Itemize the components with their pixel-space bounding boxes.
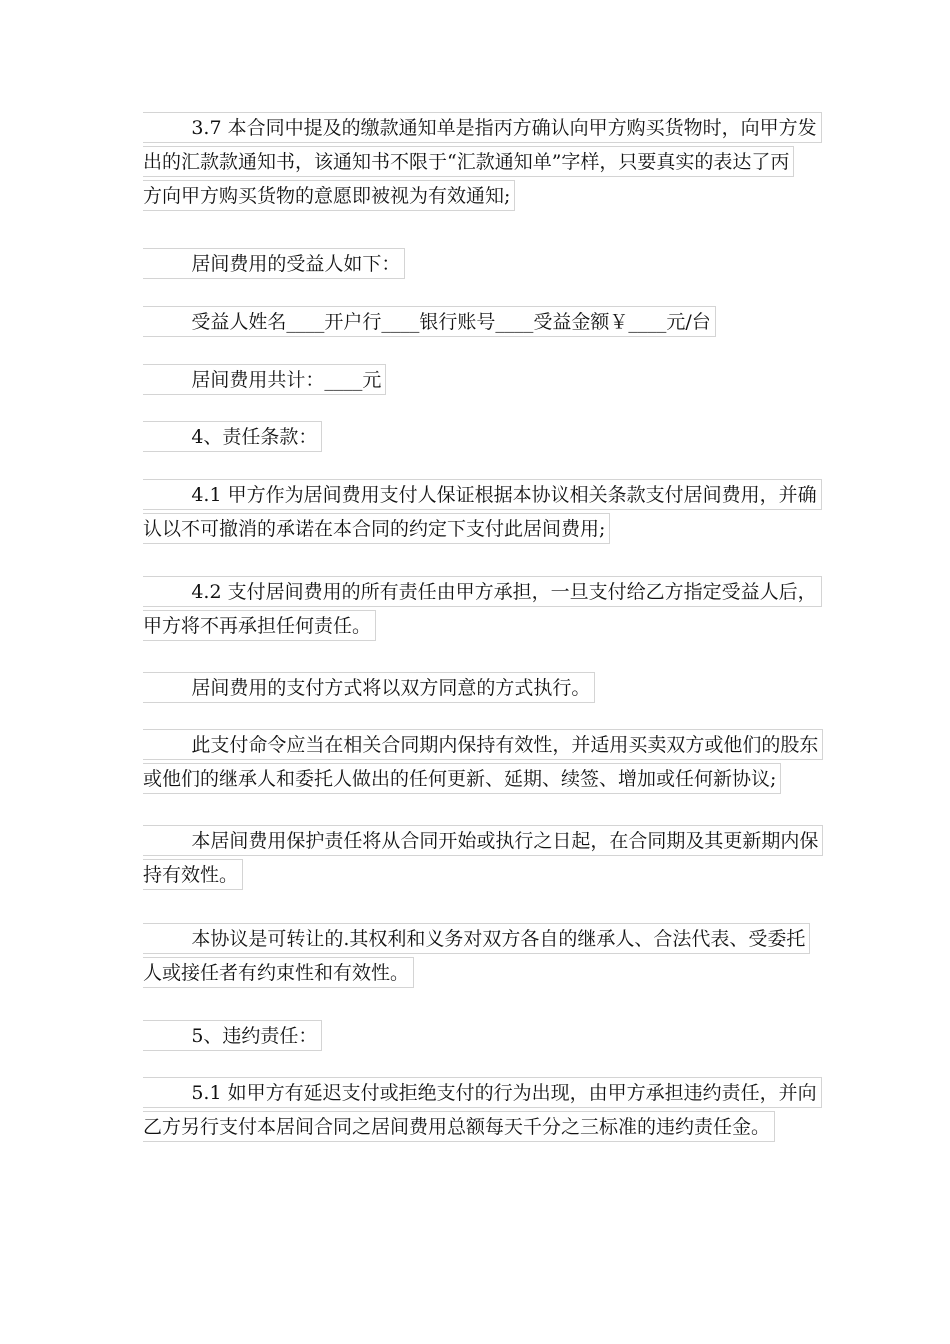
clause-5-1 — [143, 1076, 822, 1144]
text-line: 本居间费用保护责任将从合同开始或执行之日起，在合同期及其更新期内保 — [143, 825, 823, 856]
text-line: 或他们的继承人和委托人做出的任何更新、延期、续签、增加或任何新协议; — [143, 763, 781, 794]
text-line: 出的汇款款通知书，该通知书不限于“汇款通知单”字样，只要真实的表达了丙 — [143, 146, 794, 177]
text-line: 5、违约责任： — [143, 1020, 322, 1051]
text-line: 居间费用的支付方式将以双方同意的方式执行。 — [143, 672, 595, 703]
text-line: 4.2 支付居间费用的所有责任由甲方承担，一旦支付给乙方指定受益人后， — [143, 576, 822, 607]
text-line: 此支付命令应当在相关合同期内保持有效性，并适用买卖双方或他们的股东 — [143, 729, 823, 760]
protection-clause — [143, 824, 823, 892]
text-line: 居间费用的受益人如下： — [143, 248, 405, 279]
text-line: 4.1 甲方作为居间费用支付人保证根据本协议相关条款支付居间费用，并确 — [143, 479, 822, 510]
text-line: 5.1 如甲方有延迟支付或拒绝支付的行为出现，由甲方承担违约责任，并向 — [143, 1077, 822, 1108]
payment-method — [143, 671, 595, 705]
beneficiary-fields — [143, 305, 716, 339]
payment-order — [143, 728, 823, 796]
text-line: 3.7 本合同中提及的缴款通知单是指丙方确认向甲方购买货物时，向甲方发 — [143, 112, 822, 143]
text-line: 甲方将不再承担任何责任。 — [143, 610, 376, 641]
clause-3-7 — [143, 111, 822, 213]
section-4-heading — [143, 420, 322, 454]
text-line: 乙方另行支付本居间合同之居间费用总额每天千分之三标准的违约责任金。 — [143, 1111, 775, 1142]
text-line: 本协议是可转让的.其权利和义务对双方各自的继承人、合法代表、受委托 — [143, 923, 810, 954]
total-fee — [143, 363, 386, 397]
beneficiary-intro — [143, 247, 405, 281]
clause-4-2 — [143, 575, 822, 643]
text-line: 人或接任者有约束性和有效性。 — [143, 957, 414, 988]
clause-4-1 — [143, 478, 822, 546]
section-5-heading — [143, 1019, 322, 1053]
text-line: 居间费用共计：____元 — [143, 364, 386, 395]
text-line: 4、责任条款： — [143, 421, 322, 452]
text-line: 持有效性。 — [143, 859, 243, 890]
transferable-clause — [143, 922, 810, 990]
text-line: 认以不可撤消的承诺在本合同的约定下支付此居间费用; — [143, 513, 610, 544]
text-line: 受益人姓名____开户行____银行账号____受益金额￥____元/台 — [143, 306, 716, 337]
text-line: 方向甲方购买货物的意愿即被视为有效通知; — [143, 180, 515, 211]
